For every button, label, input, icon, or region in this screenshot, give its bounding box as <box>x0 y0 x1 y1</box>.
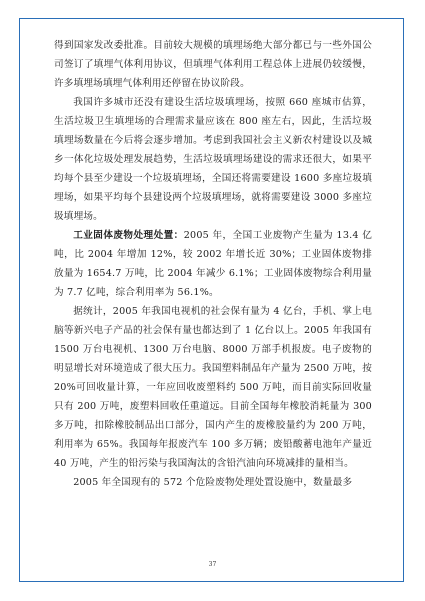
paragraph-1-text: 得到国家发改委批准。目前较大规模的填埋场绝大部分都已与一些外国公司签订了填埋气体利用协议，但填埋气体利用工程总体上进展仍较缓慢，许多填埋场填埋气体利用还停留在协议阶段。 <box>54 40 372 89</box>
paragraph-4-text: 据统计，2005 年我国电视机的社会保有量为 4 亿台，手机、掌上电脑等新兴电子产品的社会保有量也都达到了 1 亿台以上。2005 年我国有 1500 万台电视机、1300 万台电脑、8000 万部手机报废。电子废物的明显增长对环境造成了很大压力。我国塑料制品年产量为 2500 万吨，按 20%可回收量计算，一年应回收废塑料约 500 万吨，而目前实际回收量只有 200 万吨，废塑料回收任重道远。目前全国每年橡胶消耗量为 300 多万吨，扣除橡胶制品出口部分，国内产生的废橡胶量约为 200 万吨，利用率为 65%。我国每年报废汽车 100 多万辆；废铅酸蓄电池年产量近 40 万吨，产生的铅污染与我国淘汰的含铅汽油向环境减排的量相当。 <box>54 306 372 469</box>
paragraph-1 <box>54 36 372 93</box>
paragraph-3 <box>54 226 372 302</box>
page-number: 37 <box>208 561 217 568</box>
document-body <box>54 36 372 492</box>
paragraph-5-text: 2005 年全国现有的 572 个危险废物处理处置设施中，数量最多 <box>73 477 353 488</box>
paragraph-3-text: 2005 年，全国工业废物产生量为 13.4 亿吨，比 2004 年增加 12%，较 2002 年增长近 30%；工业固体废物排放量为 1654.7 万吨，比 2004 年减少 6.1%；工业固体废物综合利用量为 7.7 亿吨，综合利用率为 56.1%。 <box>54 230 372 298</box>
paragraph-2-text: 我国许多城市还没有建设生活垃圾填埋场，按照 660 座城市估算，生活垃圾卫生填埋场的合理需求量应该在 800 座左右，因此，生活垃圾填埋场数量在今后将会逐步增加。考虑到我国社会主义新农村建设以及城乡一体化垃圾处理发展趋势，生活垃圾填埋场建设的需求还很大，如果平均每个县至少建设一个垃圾填埋场，全国还将需要建设 1600 多座垃圾填埋场，如果平均每个县建设两个垃圾填埋场，就将需要建设 3000 多座垃圾填埋场。 <box>54 97 372 222</box>
section-heading-industrial-waste: 工业固体废物处理处置： <box>73 230 184 241</box>
paragraph-5 <box>54 473 372 492</box>
paragraph-2 <box>54 93 372 226</box>
paragraph-4 <box>54 302 372 473</box>
